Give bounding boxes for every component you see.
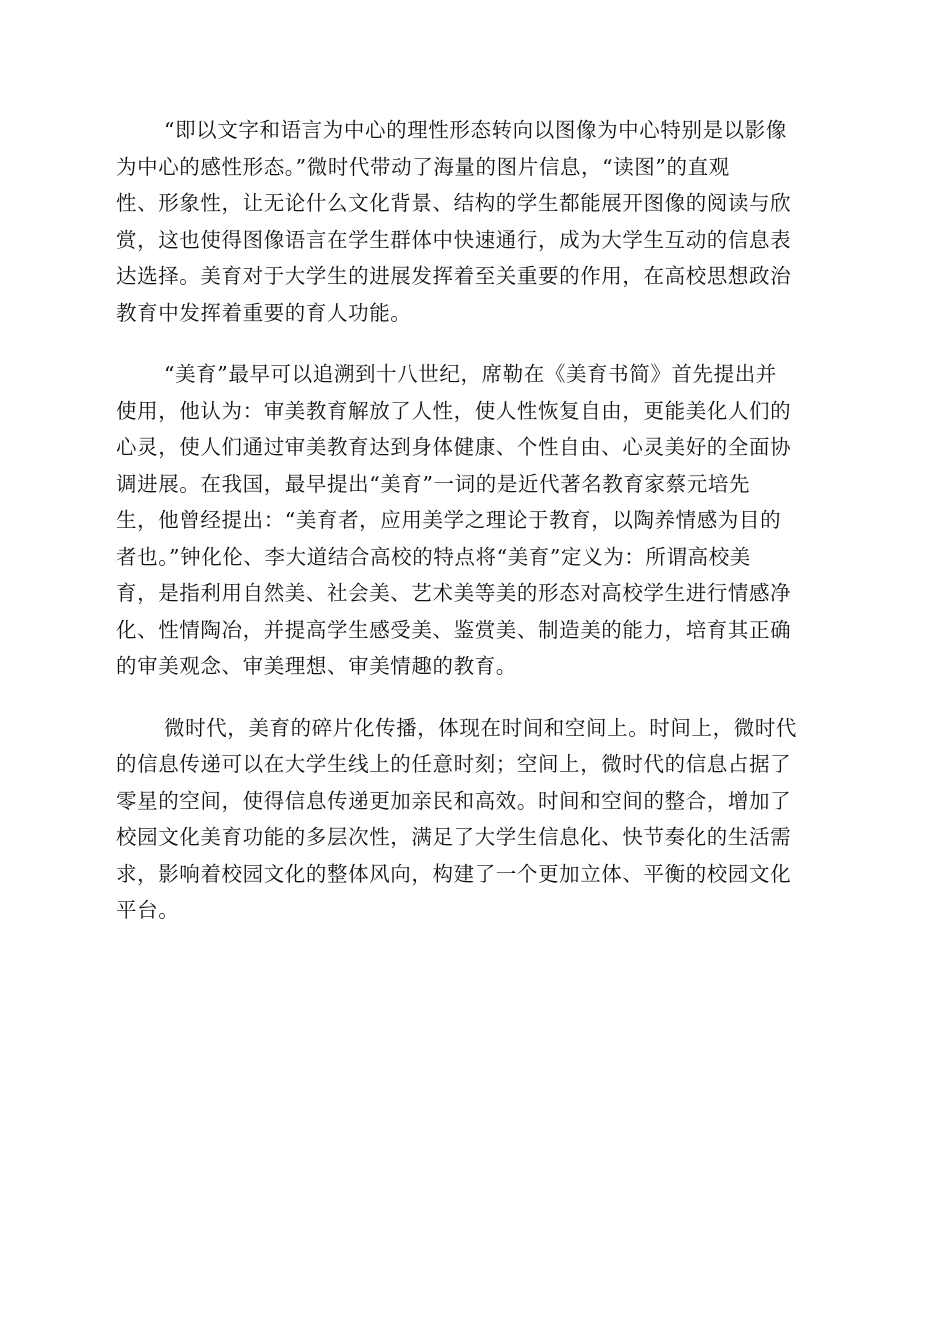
text-line: 的信息传递可以在大学生线上的任意时刻；空间上，微时代的信息占据了: [116, 752, 792, 776]
text-line: 调进展。在我国，最早提出“美育”一词的是近代著名教育家蔡元培先: [116, 471, 751, 496]
text-line: 化、性情陶冶，并提高学生感受美、鉴赏美、制造美的能力，培育其正确: [116, 617, 792, 642]
paragraph-1: [116, 112, 834, 331]
text-line: 零星的空间，使得信息传递更加亲民和高效。时间和空间的整合，增加了: [116, 788, 792, 813]
text-line: 校园文化美育功能的多层次性，满足了大学生信息化、快节奏化的生活需: [116, 825, 792, 849]
text-line: 赏，这也使得图像语言在学生群体中快速通行，成为大学生互动的信息表: [116, 227, 792, 252]
paragraph-2: [116, 356, 834, 685]
text-line: 达选择。美育对于大学生的进展发挥着至关重要的作用，在高校思想政治: [116, 264, 792, 288]
document-body: [116, 112, 834, 954]
text-line: 平台。: [116, 898, 180, 922]
text-line: 微时代，美育的碎片化传播，体现在时间和空间上。时间上，微时代: [164, 715, 797, 740]
text-line: 教育中发挥着重要的育人功能。: [116, 300, 412, 325]
text-line: 性、形象性，让无论什么文化背景、结构的学生都能展开图像的阅读与欣: [116, 191, 792, 215]
text-line: 使用，他认为：审美教育解放了人性，使人性恢复自由，更能美化人们的: [116, 398, 792, 423]
text-line: 育，是指利用自然美、社会美、艺术美等美的形态对高校学生进行情感净: [116, 581, 792, 605]
text-line: “即以文字和语言为中心的理性形态转向以图像为中心特别是以影像: [164, 118, 787, 142]
text-line: “美育”最早可以追溯到十八世纪，席勒在《美育书简》首先提出并: [164, 362, 777, 386]
text-line: 生，他曾经提出：“美育者，应用美学之理论于教育，以陶养情感为目的: [116, 508, 782, 532]
text-line: 者也。”钟化伦、李大道结合高校的特点将“美育”定义为：所谓高校美: [116, 544, 751, 569]
text-line: 的审美观念、审美理想、审美情趣的教育。: [116, 654, 517, 678]
text-line: 求，影响着校园文化的整体风向，构建了一个更加立体、平衡的校园文化: [116, 861, 792, 886]
text-line: 心灵，使人们通过审美教育达到身体健康、个性自由、心灵美好的全面协: [116, 435, 792, 459]
text-line: 为中心的感性形态。”微时代带动了海量的图片信息，“读图”的直观: [116, 154, 730, 179]
paragraph-3: [116, 710, 834, 929]
